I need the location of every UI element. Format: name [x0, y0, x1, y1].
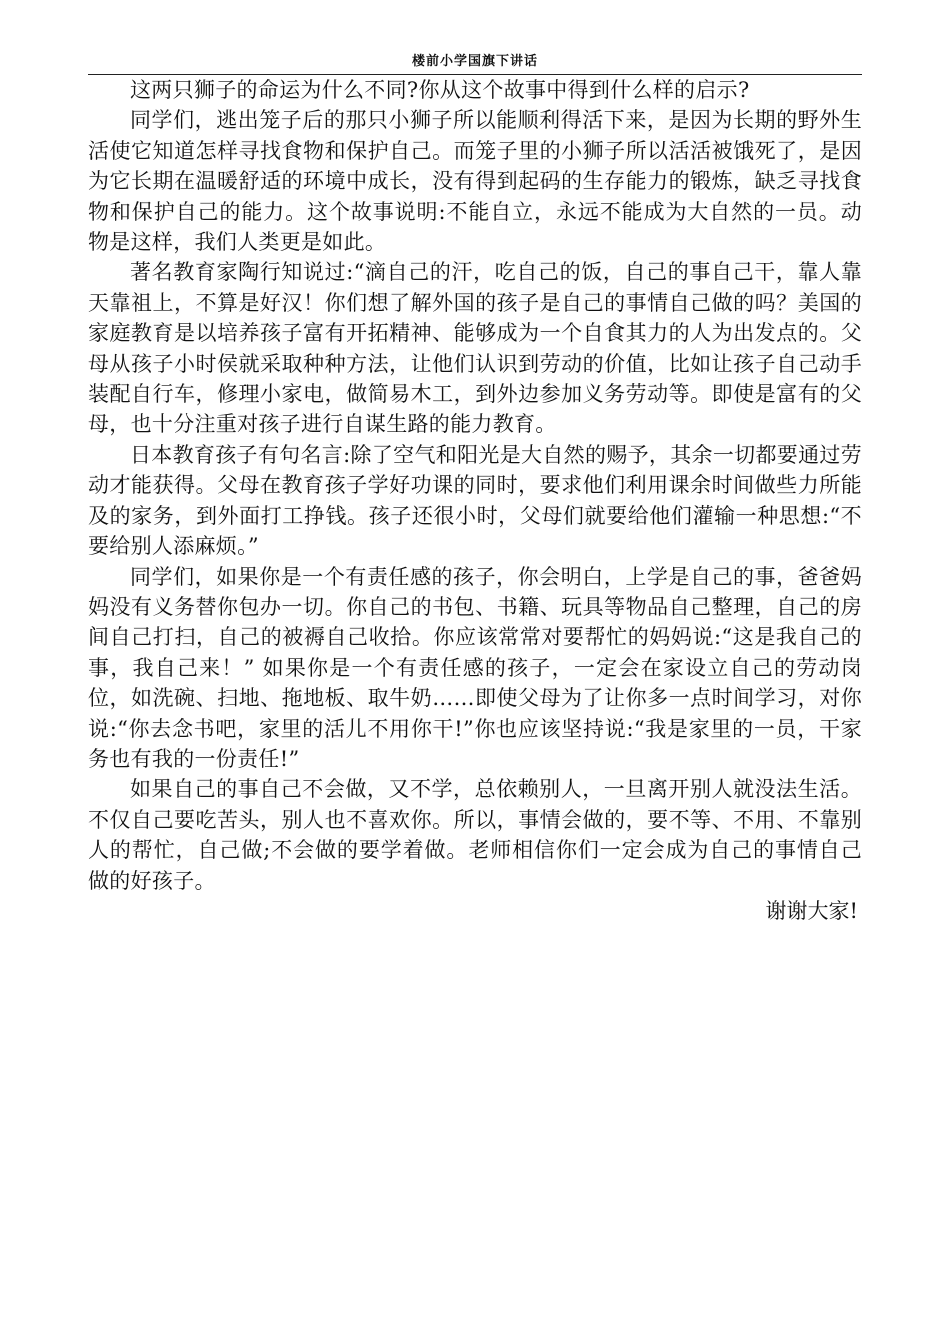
paragraph-3: 著名教育家陶行知说过:“滴自己的汗，吃自己的饭，自己的事自己干，靠人靠天靠祖上，不算是好汉！你们想了解外国的孩子是自己的事情自己做的吗？美国的家庭教育是以培养孩子富有开拓精神、能够成为一个自食其力的人为出发点的。父母从孩子小时侯就采取种种方法，让他们认识到劳动的价值，比如让孩子自己动手装配自行车，修理小家电，做简易木工，到外边参加义务劳动等。即使是富有的父母，也十分注重对孩子进行自谋生路的能力教育。	[88, 260, 862, 437]
page-header	[88, 50, 862, 75]
header-title: 楼前小学国旗下讲话	[411, 54, 538, 69]
paragraph-4: 日本教育孩子有句名言:除了空气和阳光是大自然的赐予，其余一切都要通过劳动才能获得。父母在教育孩子学好功课的同时，要求他们利用课余时间做些力所能及的家务，到外面打工挣钱。孩子还很小时，父母们就要给他们灌输一种思想:“不要给别人添麻烦。”	[88, 442, 862, 559]
paragraph-5: 同学们，如果你是一个有责任感的孩子，你会明白，上学是自己的事，爸爸妈妈没有义务替你包办一切。你自己的书包、书籍、玩具等物品自己整理，自己的房间自己打扫，自己的被褥自己收拾。你应该常常对要帮忙的妈妈说:“这是我自己的事，我自己来！” 如果你是一个有责任感的孩子，一定会在家设立自己的劳动岗位，如洗碗、扫地、拖地板、取牛奶……即使父母为了让你多一点时间学习，对你说:“你去念书吧，家里的活儿不用你干!”你也应该坚持说:“我是家里的一员，干家务也有我的一份责任!”	[88, 564, 862, 771]
paragraph-2: 同学们，逃出笼子后的那只小狮子所以能顺利得活下来，是因为长期的野外生活使它知道怎样寻找食物和保护自己。而笼子里的小狮子所以活活被饿死了，是因为它长期在温暖舒适的环境中成长，没有得到起码的生存能力的锻炼，缺乏寻找食物和保护自己的能力。这个故事说明:不能自立，永远不能成为大自然的一员。动物是这样，我们人类更是如此。	[88, 108, 862, 255]
closing-remark: 谢谢大家!	[765, 898, 858, 923]
speech-body	[88, 75, 862, 926]
paragraph-1: 这两只狮子的命运为什么不同?你从这个故事中得到什么样的启示?	[130, 78, 750, 102]
paragraph-6: 如果自己的事自己不会做，又不学，总依赖别人，一旦离开别人就没法生活。不仅自己要吃苦头，别人也不喜欢你。所以，事情会做的，要不等、不用、不靠别人的帮忙，自己做;不会做的要学着做。老师相信你们一定会成为自己的事情自己做的好孩子。	[88, 777, 862, 893]
